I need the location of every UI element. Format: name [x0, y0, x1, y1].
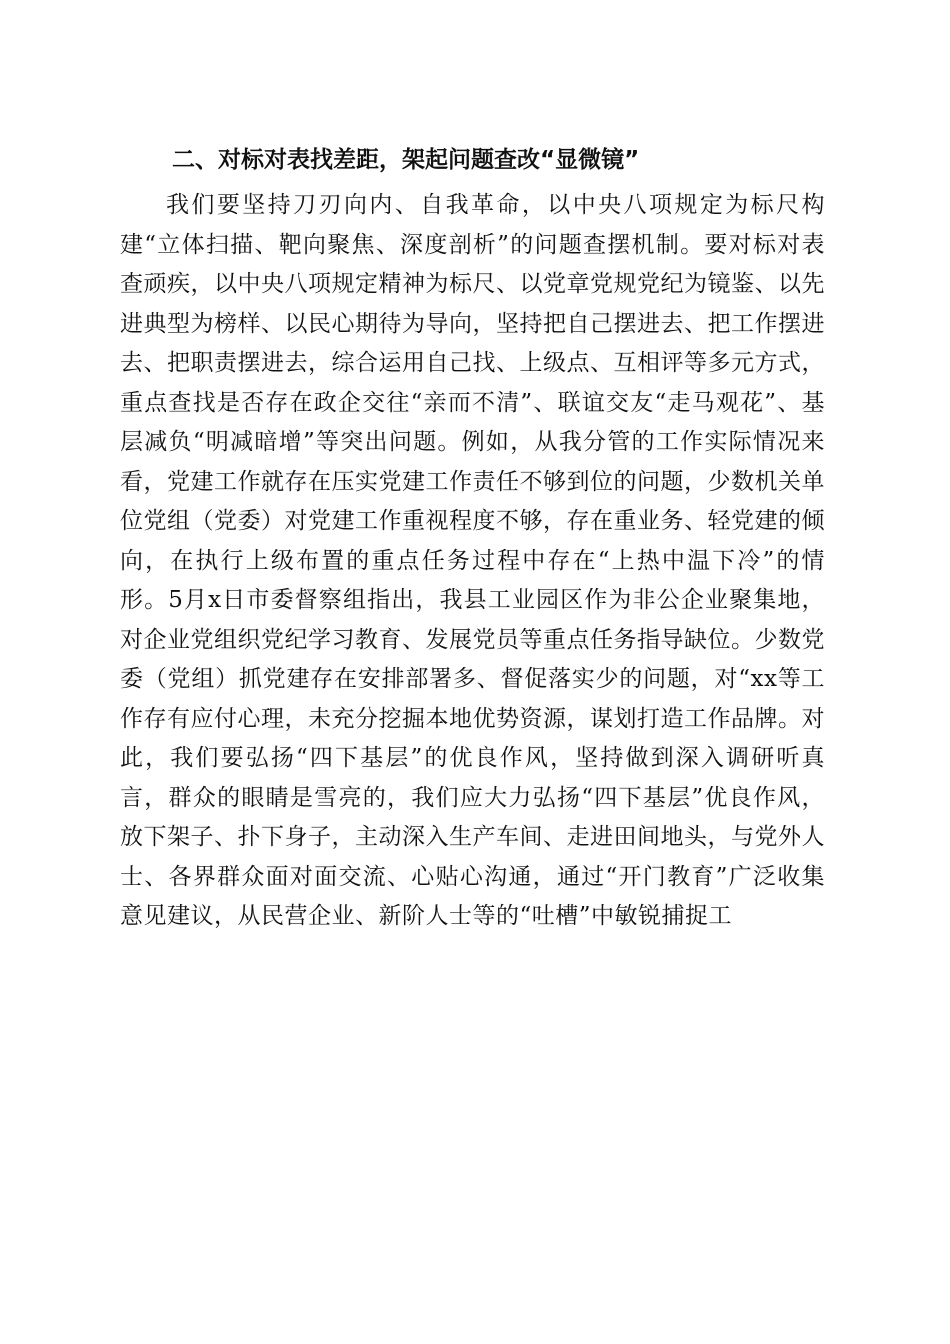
section-heading: 二、对标对表找差距，架起问题查改“显微镜” — [172, 147, 640, 173]
body-paragraph: 我们要坚持刀刃向内、自我革命，以中央八项规定为标尺构建“立体扫描、靶向聚焦、深度剖析”的问题查摆机制。要对标对表查顽疾，以中央八项规定精神为标尺、以党章党规党纪为镜鉴、以先进典型为榜样、以民心期待为导向，坚持把自己摆进去、把工作摆进去、把职责摆进去，综合运用自己找、上级点、互相评等多元方式，重点查找是否存在政企交往“亲而不清”、联谊交友“走马观花”、基层减负“明减暗增”等突出问题。例如，从我分管的工作实际情况来看，党建工作就存在压实党建工作责任不够到位的问题，少数机关单位党组（党委）对党建工作重视程度不够，存在重业务、轻党建的倾向，在执行上级布置的重点任务过程中存在“上热中温下冷”的情形。5月x日市委督察组指出，我县工业园区作为非公企业聚集地，对企业党组织党纪学习教育、发展党员等重点任务指导缺位。少数党委（党组）抓党建存在安排部署多、督促落实少的问题，对“xx等工作存有应付心理，未充分挖掘本地优势资源，谋划打造工作品牌。对此，我们要弘扬“四下基层”的优良作风，坚持做到深入调研听真言，群众的眼睛是雪亮的，我们应大力弘扬“四下基层”优良作风，放下架子、扑下身子，主动深入生产车间、走进田间地头，与党外人士、各界群众面对面交流、心贴心沟通，通过“开门教育”广泛收集意见建议，从民营企业、新阶人士等的“吐槽”中敏锐捕捉工 — [120, 192, 825, 929]
